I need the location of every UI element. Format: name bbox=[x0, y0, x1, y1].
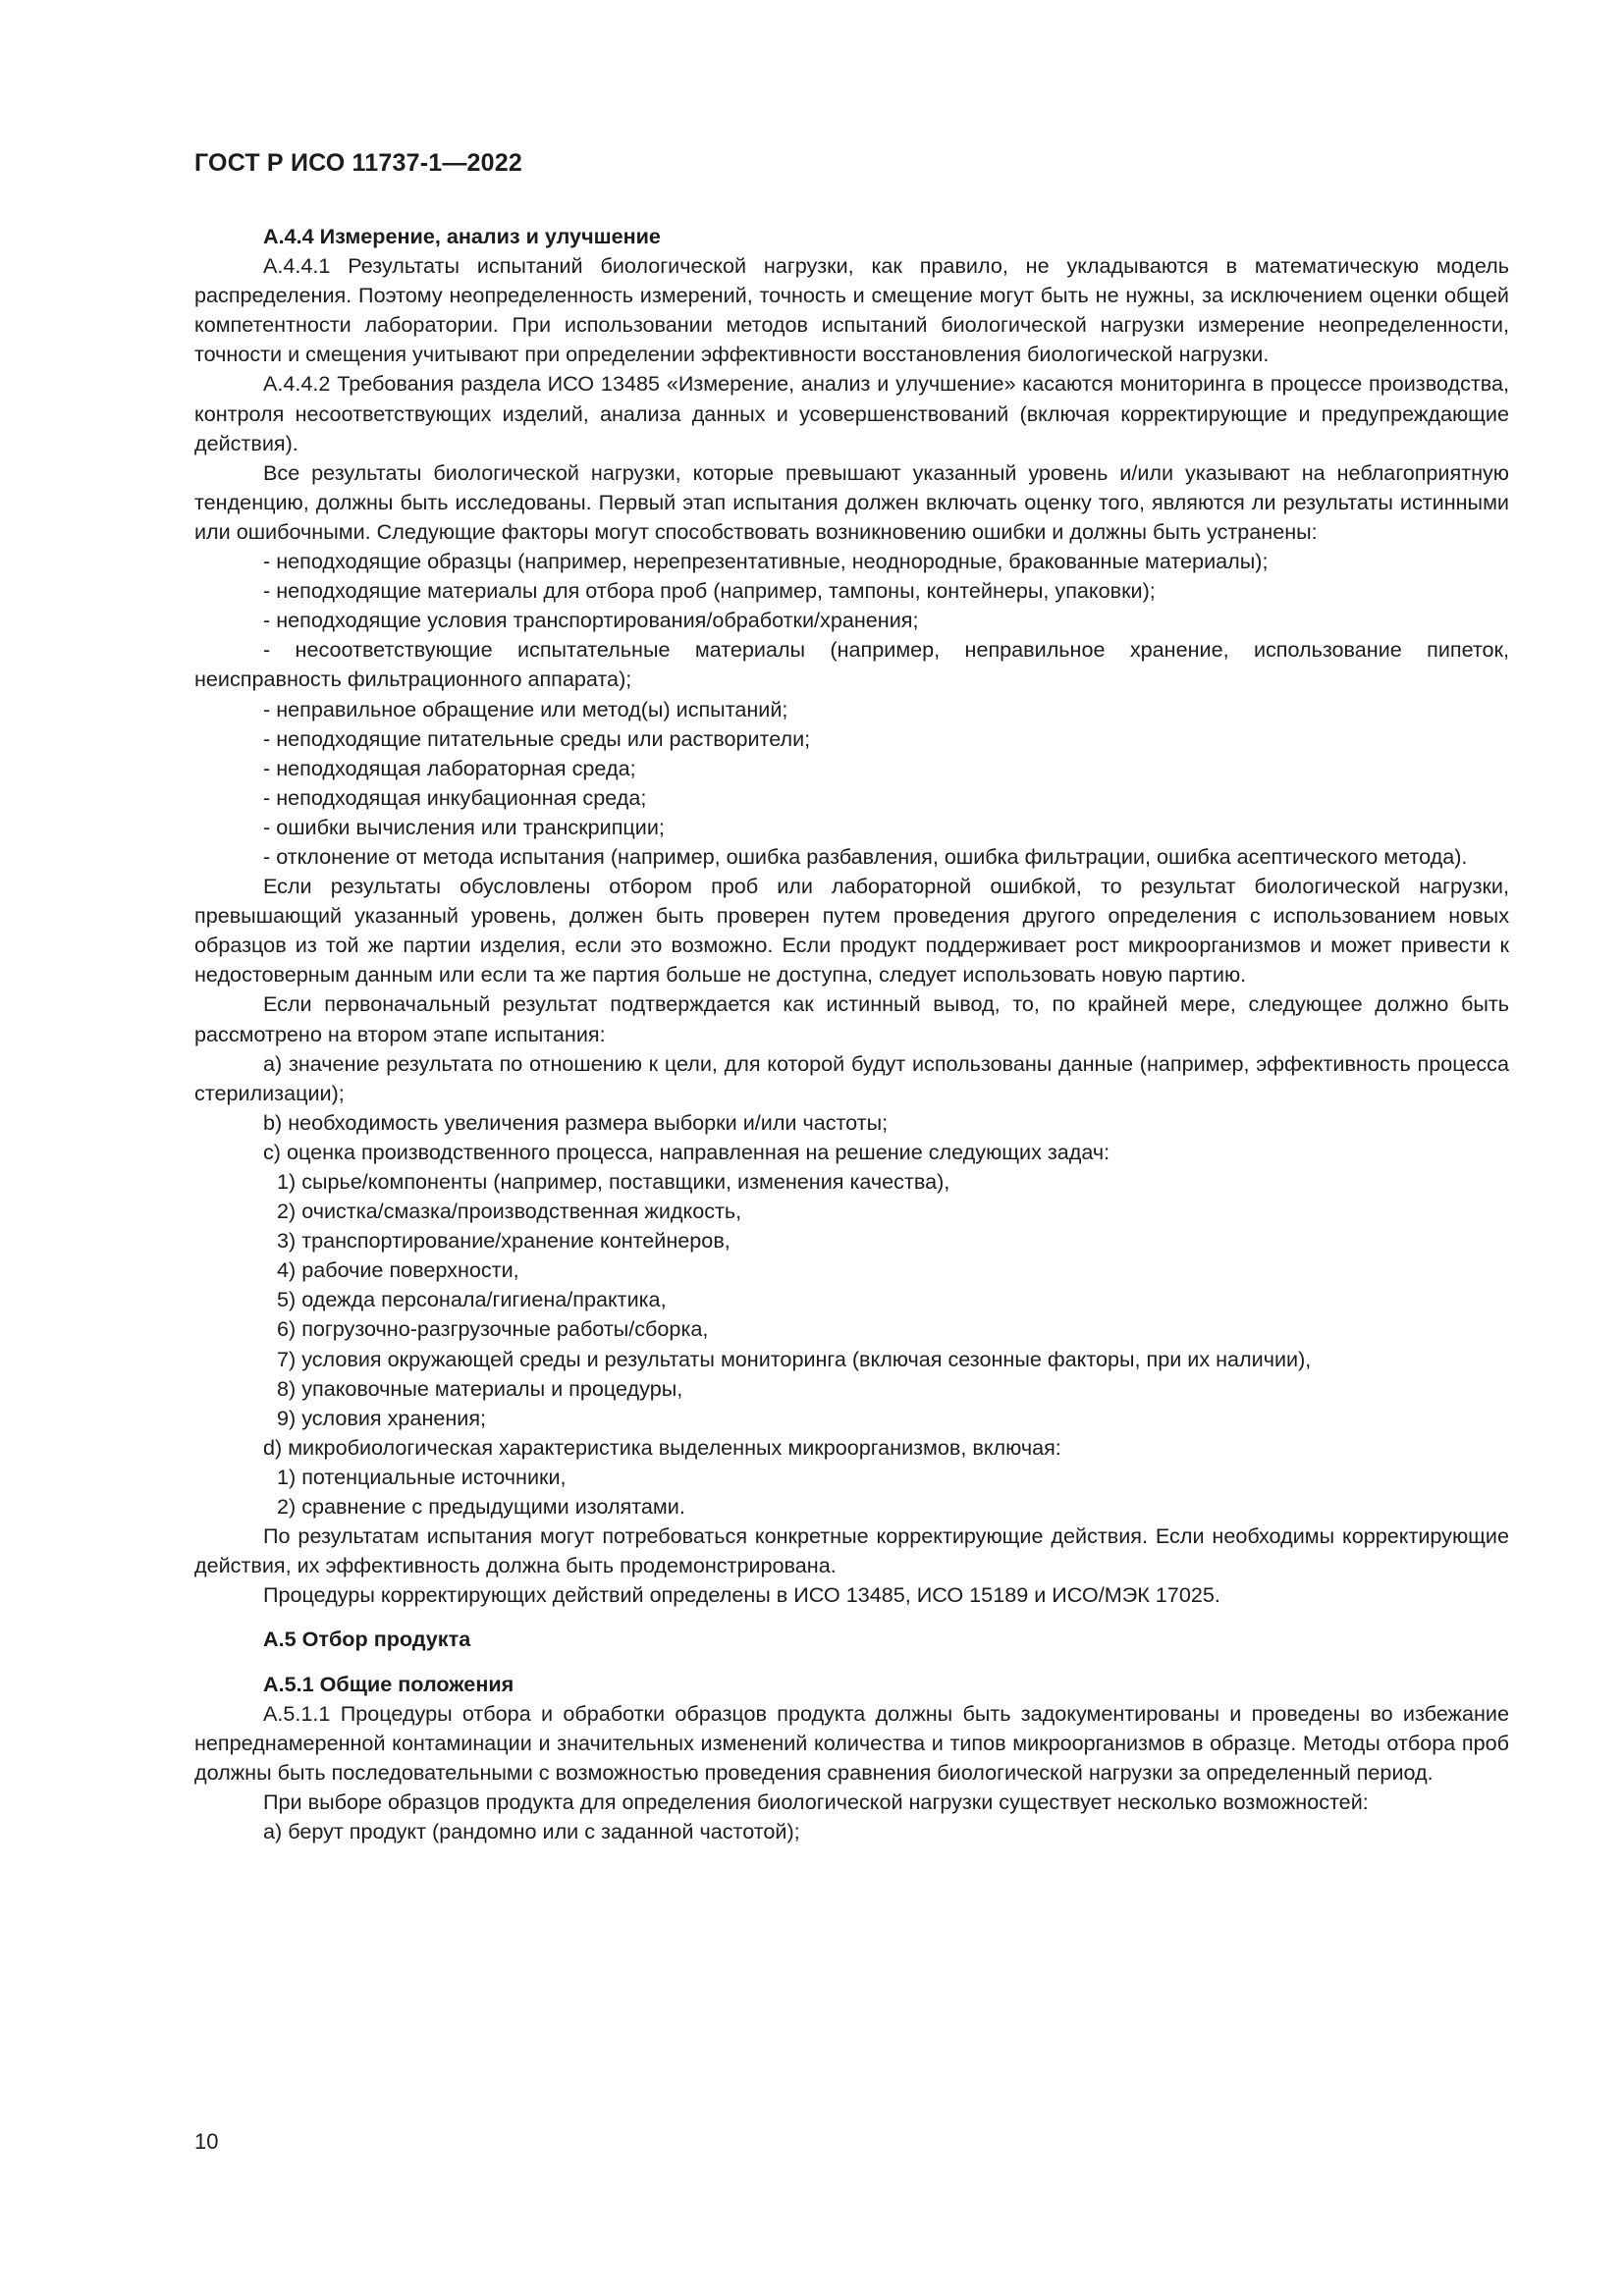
paragraph-a511: А.5.1.1 Процедуры отбора и обработки образцов продукта должны быть задокументированы и проведены во избежание непреднамеренной контаминации и значительных изменений количества и типов микроорганизмов в образце. Методы отбора проб должны быть последовательными с возможностью проведения сравнения биологической нагрузки за определенный период. bbox=[194, 1700, 1509, 1785]
paragraph-a441: А.4.4.1 Результаты испытаний биологической нагрузки, как правило, не укладываются в математическую модель распределения. Поэтому неопределенность измерений, точность и смещение могут быть не нужны, за исключением оценки общей компетентности лаборатории. При использовании методов испытаний биологической нагрузки измерение неопределенности, точности и смещения учитывают при определении эффективности восстановления биологической нагрузки. bbox=[194, 253, 1509, 367]
paragraph-all-results: Все результаты биологической нагрузки, которые превышают указанный уровень и/или указывают на неблагоприятную тенденцию, должны быть исследованы. Первый этап испытания должен включать оценку того, являются ли результаты истинными или ошибочными. Следующие факторы могут способствовать возникновению ошибки и должны быть устранены: bbox=[194, 459, 1509, 544]
sub-list-item: 9) условия хранения; bbox=[277, 1405, 487, 1430]
section-heading-a51: А.5.1 Общие положения bbox=[263, 1671, 514, 1696]
paragraph-procedures: Процедуры корректирующих действий определены в ИСО 13485, ИСО 15189 и ИСО/МЭК 17025. bbox=[263, 1582, 1220, 1608]
list-item-a-last: a) берут продукт (рандомно или с заданной частотой); bbox=[263, 1818, 800, 1843]
paragraph-if-sampling: Если результаты обусловлены отбором проб или лабораторной ошибкой, то результат биологической нагрузки, превышающий указанный уровень, должен быть проверен путем проведения другого определения с использованием новых образцов из той же партии изделия, если это возможно. Если продукт поддерживает рост микроорганизмов и может привести к недостоверным данным или если та же партия больше не доступна, следует использовать новую партию. bbox=[194, 874, 1509, 988]
paragraph-choice: При выборе образцов продукта для определения биологической нагрузки существует несколько возможностей: bbox=[263, 1789, 1369, 1814]
list-item-a: a) значение результата по отношению к цели, для которой будут использованы данные (например, эффективность процесса стерилизации); bbox=[194, 1050, 1509, 1105]
paragraph-corrective: По результатам испытания могут потребоваться конкретные корректирующие действия. Если необходимы корректирующие действия, их эффективность должна быть продемонстрирована. bbox=[194, 1523, 1509, 1578]
factor-item: - неправильное обращение или метод(ы) испытаний; bbox=[263, 696, 788, 721]
sub-list-item: 7) условия окружающей среды и результаты мониторинга (включая сезонные факторы, при их наличии), bbox=[277, 1346, 1312, 1371]
sub-list-item: 5) одежда персонала/гигиена/практика, bbox=[277, 1287, 667, 1312]
sub-list-item: 6) погрузочно-разгрузочные работы/сборка, bbox=[277, 1316, 709, 1342]
page-number: 10 bbox=[194, 2129, 219, 2154]
sub-list-item: 4) рабочие поверхности, bbox=[277, 1257, 519, 1283]
paragraph-a442: А.4.4.2 Требования раздела ИСО 13485 «Измерение, анализ и улучшение» касаются мониторинга в процессе производства, контроля несоответствующих изделий, анализа данных и усовершенствований (включая корректирующие и предупреждающие действия). bbox=[194, 371, 1509, 455]
factor-item: - неподходящие образцы (например, нерепрезентативные, неоднородные, бракованные материалы); bbox=[263, 549, 1269, 574]
list-item-d: d) микробиологическая характеристика выделенных микроорганизмов, включая: bbox=[263, 1434, 1061, 1460]
factor-item: - отклонение от метода испытания (например, ошибка разбавления, ошибка фильтрации, ошибка асептического метода). bbox=[263, 843, 1468, 869]
list-item-b: b) необходимость увеличения размера выборки и/или частоты; bbox=[263, 1109, 889, 1135]
factor-item: - неподходящая инкубационная среда; bbox=[263, 784, 647, 810]
factor-item: - неподходящие питательные среды или растворители; bbox=[263, 725, 811, 751]
section-heading-a44: А.4.4 Измерение, анализ и улучшение bbox=[263, 224, 661, 248]
sub-list-item: 3) транспортирование/хранение контейнеров, bbox=[277, 1228, 731, 1254]
document-header: ГОСТ Р ИСО 11737-1—2022 bbox=[194, 149, 522, 177]
factor-item: - ошибки вычисления или транскрипции; bbox=[263, 814, 665, 839]
sub-list-item: 8) упаковочные материалы и процедуры, bbox=[277, 1375, 683, 1401]
factor-item: - несоответствующие испытательные материалы (например, неправильное хранение, использование пипеток, неисправность фильтрационного аппарата); bbox=[194, 637, 1509, 692]
factor-item: - неподходящая лабораторная среда; bbox=[263, 755, 636, 780]
sub-list-item: 2) сравнение с предыдущими изолятами. bbox=[277, 1494, 685, 1520]
sub-list-item: 2) очистка/смазка/производственная жидкость, bbox=[277, 1199, 742, 1224]
factor-item: - неподходящие материалы для отбора проб (например, тампоны, контейнеры, упаковки); bbox=[263, 578, 1156, 604]
document-body bbox=[194, 222, 1509, 1846]
list-item-c: c) оценка производственного процесса, направленная на решение следующих задач: bbox=[263, 1139, 1110, 1164]
section-heading-a5: А.5 Отбор продукта bbox=[263, 1627, 471, 1652]
sub-list-item: 1) сырье/компоненты (например, поставщики, изменения качества), bbox=[277, 1169, 950, 1194]
sub-list-item: 1) потенциальные источники, bbox=[277, 1464, 567, 1489]
paragraph-if-confirmed: Если первоначальный результат подтверждается как истинный вывод, то, по крайней мере, следующее должно быть рассмотрено на втором этапе испытания: bbox=[194, 991, 1509, 1046]
factor-item: - неподходящие условия транспортирования/обработки/хранения; bbox=[263, 608, 919, 633]
